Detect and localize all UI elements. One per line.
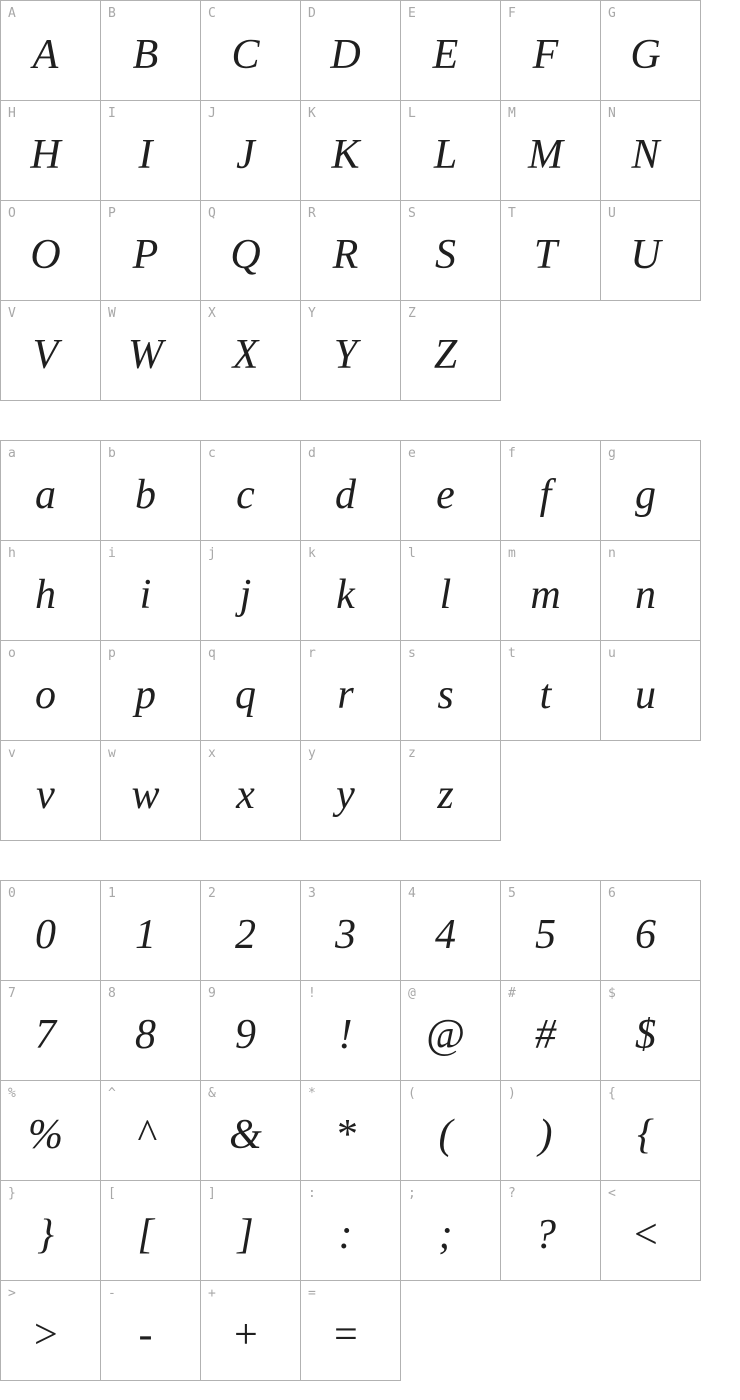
cell-corner-label: l: [408, 546, 416, 561]
glyph-preview: E: [432, 32, 459, 78]
glyph-cell: [101, 541, 201, 641]
glyph-preview: 9: [235, 1012, 256, 1058]
glyph-cell: [601, 201, 701, 301]
glyph-preview: d: [335, 472, 356, 518]
glyph-preview: G: [630, 32, 661, 78]
glyph-preview: +: [231, 1312, 260, 1358]
cell-corner-label: F: [508, 6, 516, 21]
glyph-preview: L: [433, 132, 458, 178]
glyph-cell: [501, 101, 601, 201]
cell-corner-label: ): [508, 1086, 516, 1101]
cell-corner-label: S: [408, 206, 416, 221]
glyph-preview: o: [35, 672, 56, 718]
cell-corner-label: !: [308, 986, 316, 1001]
cell-corner-label: 1: [108, 886, 116, 901]
glyph-cell: [101, 1, 201, 101]
glyph-cell: [201, 1, 301, 101]
cell-corner-label: h: [8, 546, 16, 561]
cell-corner-label: P: [108, 206, 116, 221]
glyph-preview: k: [336, 572, 355, 618]
glyph-preview: {: [637, 1112, 654, 1158]
glyph-cell: [401, 541, 501, 641]
cell-corner-label: m: [508, 546, 516, 561]
glyph-cell: [201, 741, 301, 841]
charmap-row: [1, 641, 701, 741]
glyph-cell: [101, 1081, 201, 1181]
cell-corner-label: v: [8, 746, 16, 761]
cell-corner-label: Y: [308, 306, 316, 321]
glyph-preview: R: [332, 232, 359, 278]
cell-corner-label: E: [408, 6, 416, 21]
glyph-preview: O: [30, 232, 61, 278]
cell-corner-label: -: [108, 1286, 116, 1301]
cell-corner-label: W: [108, 306, 116, 321]
glyph-preview: ]: [237, 1212, 254, 1258]
cell-corner-label: q: [208, 646, 216, 661]
glyph-cell: [601, 441, 701, 541]
cell-corner-label: i: [108, 546, 116, 561]
glyph-cell: [501, 441, 601, 541]
glyph-cell: [201, 641, 301, 741]
glyph-cell: [401, 301, 501, 401]
cell-corner-label: C: [208, 6, 216, 21]
cell-corner-label: e: [408, 446, 416, 461]
glyph-preview: p: [135, 672, 156, 718]
glyph-cell: [101, 981, 201, 1081]
charmap-row: [1, 741, 701, 841]
cell-corner-label: :: [308, 1186, 316, 1201]
glyph-preview: i: [139, 572, 152, 618]
glyph-preview: l: [439, 572, 452, 618]
glyph-preview: m: [530, 572, 561, 618]
glyph-cell: [101, 1281, 201, 1381]
glyph-preview: u: [635, 672, 656, 718]
glyph-preview: !: [338, 1012, 353, 1058]
glyph-cell: [201, 101, 301, 201]
glyph-preview: z: [437, 772, 454, 818]
cell-corner-label: J: [208, 106, 216, 121]
cell-corner-label: p: [108, 646, 116, 661]
glyph-preview: T: [533, 232, 558, 278]
glyph-preview: 4: [435, 912, 456, 958]
glyph-cell: [301, 301, 401, 401]
glyph-preview: }: [37, 1212, 54, 1258]
cell-corner-label: 9: [208, 986, 216, 1001]
cell-corner-label: ^: [108, 1086, 116, 1101]
glyph-cell: [401, 101, 501, 201]
glyph-preview: W: [128, 332, 163, 378]
glyph-preview: ): [538, 1112, 553, 1158]
cell-corner-label: u: [608, 646, 616, 661]
glyph-preview: 8: [135, 1012, 156, 1058]
cell-corner-label: n: [608, 546, 616, 561]
uppercase-charmap-table: [0, 0, 701, 401]
cell-corner-label: H: [8, 106, 16, 121]
cell-corner-label: g: [608, 446, 616, 461]
glyph-cell: [301, 641, 401, 741]
cell-corner-label: 7: [8, 986, 16, 1001]
glyph-preview: 3: [335, 912, 356, 958]
glyph-cell: [501, 201, 601, 301]
glyph-cell: [501, 1081, 601, 1181]
glyph-cell: [501, 1181, 601, 1281]
glyph-cell: [601, 981, 701, 1081]
cell-corner-label: >: [8, 1286, 16, 1301]
glyph-preview: 5: [535, 912, 556, 958]
glyph-cell: [201, 441, 301, 541]
cell-corner-label: {: [608, 1086, 616, 1101]
glyph-preview: e: [436, 472, 455, 518]
charmap-row: [1, 1, 701, 101]
glyph-preview: q: [235, 672, 256, 718]
glyph-cell: [201, 1281, 301, 1381]
glyph-cell: [201, 1181, 301, 1281]
glyph-cell: [401, 741, 501, 841]
glyph-preview: $: [635, 1012, 656, 1058]
glyph-cell: [201, 541, 301, 641]
cell-corner-label: Z: [408, 306, 416, 321]
glyph-preview: n: [635, 572, 656, 618]
glyph-preview: *: [335, 1112, 356, 1158]
glyph-preview: 6: [635, 912, 656, 958]
cell-corner-label: R: [308, 206, 316, 221]
glyph-cell: [401, 641, 501, 741]
cell-corner-label: ]: [208, 1186, 216, 1201]
cell-corner-label: t: [508, 646, 516, 661]
cell-corner-label: 6: [608, 886, 616, 901]
glyph-preview: H: [30, 132, 61, 178]
glyph-cell: [1, 201, 101, 301]
cell-corner-label: 4: [408, 886, 416, 901]
cell-corner-label: r: [308, 646, 316, 661]
glyph-cell: [201, 1081, 301, 1181]
charmap-row: [1, 1281, 701, 1381]
glyph-preview: &: [229, 1112, 262, 1158]
glyph-preview: w: [131, 772, 160, 818]
glyph-preview: C: [231, 32, 260, 78]
cell-corner-label: f: [508, 446, 516, 461]
glyph-cell: [401, 981, 501, 1081]
glyph-cell: [101, 1181, 201, 1281]
glyph-preview: F: [532, 32, 559, 78]
glyph-preview: I: [138, 132, 153, 178]
glyph-preview: #: [535, 1012, 556, 1058]
glyph-cell: [301, 1181, 401, 1281]
cell-corner-label: Q: [208, 206, 216, 221]
glyph-preview: Q: [230, 232, 261, 278]
glyph-preview: t: [539, 672, 552, 718]
glyph-preview: j: [239, 572, 252, 618]
cell-corner-label: a: [8, 446, 16, 461]
glyph-cell: [301, 881, 401, 981]
glyph-preview: r: [337, 672, 354, 718]
glyph-cell: [301, 541, 401, 641]
cell-corner-label: (: [408, 1086, 416, 1101]
glyph-preview: D: [330, 32, 361, 78]
symbols-charmap-table: [0, 880, 701, 1381]
glyph-cell: [201, 981, 301, 1081]
cell-corner-label: *: [308, 1086, 316, 1101]
glyph-preview: <: [631, 1212, 660, 1258]
charmap-row: [1, 981, 701, 1081]
glyph-cell: [1, 1181, 101, 1281]
cell-corner-label: V: [8, 306, 16, 321]
cell-corner-label: X: [208, 306, 216, 321]
glyph-cell: [501, 881, 601, 981]
cell-corner-label: M: [508, 106, 516, 121]
glyph-preview: 1: [135, 912, 156, 958]
cell-corner-label: @: [408, 986, 416, 1001]
cell-corner-label: D: [308, 6, 316, 21]
glyph-preview: g: [635, 472, 656, 518]
glyph-cell: [301, 1081, 401, 1181]
glyph-cell: [1, 1281, 101, 1381]
glyph-preview: x: [236, 772, 255, 818]
cell-corner-label: y: [308, 746, 316, 761]
cell-corner-label: T: [508, 206, 516, 221]
charmap-row: [1, 441, 701, 541]
glyph-cell: [401, 881, 501, 981]
charmap-row: [1, 541, 701, 641]
glyph-cell: [301, 441, 401, 541]
charmap-row: [1, 1181, 701, 1281]
glyph-cell: [301, 201, 401, 301]
cell-corner-label: s: [408, 646, 416, 661]
glyph-cell: [1, 641, 101, 741]
cell-corner-label: ;: [408, 1186, 416, 1201]
glyph-cell: [101, 741, 201, 841]
glyph-cell: [501, 981, 601, 1081]
glyph-cell: [101, 441, 201, 541]
glyph-cell: [401, 441, 501, 541]
glyph-preview: v: [36, 772, 55, 818]
cell-corner-label: 3: [308, 886, 316, 901]
charmap-row: [1, 101, 701, 201]
glyph-preview: ?: [535, 1212, 556, 1258]
glyph-preview: K: [331, 132, 360, 178]
glyph-preview: A: [32, 32, 59, 78]
glyph-cell: [601, 101, 701, 201]
glyph-preview: J: [236, 132, 255, 178]
glyph-cell: [201, 301, 301, 401]
cell-corner-label: G: [608, 6, 616, 21]
glyph-cell: [1, 981, 101, 1081]
glyph-preview: :: [338, 1212, 353, 1258]
glyph-cell: [401, 1, 501, 101]
cell-corner-label: N: [608, 106, 616, 121]
glyph-cell: [301, 101, 401, 201]
cell-corner-label: b: [108, 446, 116, 461]
cell-corner-label: +: [208, 1286, 216, 1301]
glyph-preview: M: [528, 132, 563, 178]
glyph-cell: [401, 1181, 501, 1281]
glyph-preview: Y: [333, 332, 358, 378]
charmap-row: [1, 201, 701, 301]
glyph-preview: N: [631, 132, 660, 178]
cell-corner-label: d: [308, 446, 316, 461]
glyph-cell: [101, 641, 201, 741]
cell-corner-label: U: [608, 206, 616, 221]
glyph-preview: Z: [433, 332, 458, 378]
cell-corner-label: I: [108, 106, 116, 121]
glyph-preview: (: [438, 1112, 453, 1158]
glyph-cell: [201, 201, 301, 301]
glyph-cell: [101, 101, 201, 201]
glyph-preview: V: [32, 332, 59, 378]
glyph-cell: [1, 441, 101, 541]
glyph-cell: [1, 1081, 101, 1181]
glyph-cell: [101, 201, 201, 301]
glyph-preview: y: [336, 772, 355, 818]
glyph-cell: [101, 301, 201, 401]
glyph-preview: >: [31, 1312, 60, 1358]
cell-corner-label: w: [108, 746, 116, 761]
charmap-row: [1, 1081, 701, 1181]
glyph-preview: h: [35, 572, 56, 618]
glyph-cell: [1, 1, 101, 101]
glyph-preview: U: [630, 232, 661, 278]
cell-corner-label: 0: [8, 886, 16, 901]
glyph-preview: 7: [35, 1012, 56, 1058]
glyph-cell: [101, 881, 201, 981]
glyph-cell: [201, 881, 301, 981]
glyph-preview: =: [331, 1312, 360, 1358]
cell-corner-label: $: [608, 986, 616, 1001]
glyph-cell: [1, 101, 101, 201]
cell-corner-label: ?: [508, 1186, 516, 1201]
glyph-cell: [301, 1, 401, 101]
glyph-cell: [601, 641, 701, 741]
glyph-cell: [1, 541, 101, 641]
glyph-preview: X: [232, 332, 259, 378]
cell-corner-label: z: [408, 746, 416, 761]
glyph-preview: ^: [136, 1112, 155, 1158]
glyph-cell: [401, 201, 501, 301]
glyph-cell: [601, 881, 701, 981]
cell-corner-label: <: [608, 1186, 616, 1201]
lowercase-charmap-table: [0, 440, 701, 841]
cell-corner-label: j: [208, 546, 216, 561]
glyph-cell: [1, 301, 101, 401]
cell-corner-label: 8: [108, 986, 116, 1001]
glyph-cell: [1, 881, 101, 981]
cell-corner-label: A: [8, 6, 16, 21]
glyph-preview: a: [35, 472, 56, 518]
glyph-preview: P: [132, 232, 159, 278]
cell-corner-label: x: [208, 746, 216, 761]
glyph-cell: [501, 541, 601, 641]
glyph-cell: [301, 741, 401, 841]
glyph-preview: 0: [35, 912, 56, 958]
glyph-preview: ;: [438, 1212, 453, 1258]
cell-corner-label: }: [8, 1186, 16, 1201]
glyph-cell: [601, 1181, 701, 1281]
cell-corner-label: [: [108, 1186, 116, 1201]
glyph-preview: -: [138, 1312, 153, 1358]
cell-corner-label: %: [8, 1086, 16, 1101]
glyph-preview: S: [435, 232, 456, 278]
glyph-preview: 2: [235, 912, 256, 958]
glyph-cell: [501, 1, 601, 101]
glyph-preview: c: [236, 472, 255, 518]
cell-corner-label: &: [208, 1086, 216, 1101]
cell-corner-label: K: [308, 106, 316, 121]
glyph-preview: s: [437, 672, 454, 718]
cell-corner-label: L: [408, 106, 416, 121]
glyph-preview: b: [135, 472, 156, 518]
glyph-cell: [601, 1081, 701, 1181]
glyph-preview: [: [137, 1212, 154, 1258]
cell-corner-label: O: [8, 206, 16, 221]
cell-corner-label: c: [208, 446, 216, 461]
charmap-row: [1, 881, 701, 981]
glyph-preview: B: [132, 32, 159, 78]
cell-corner-label: 5: [508, 886, 516, 901]
glyph-cell: [601, 541, 701, 641]
cell-corner-label: 2: [208, 886, 216, 901]
glyph-cell: [501, 641, 601, 741]
charmap-row: [1, 301, 701, 401]
glyph-cell: [1, 741, 101, 841]
glyph-cell: [401, 1081, 501, 1181]
glyph-preview: @: [426, 1012, 465, 1058]
glyph-cell: [301, 981, 401, 1081]
glyph-preview: %: [28, 1112, 63, 1158]
cell-corner-label: B: [108, 6, 116, 21]
cell-corner-label: k: [308, 546, 316, 561]
glyph-preview: f: [539, 472, 552, 518]
cell-corner-label: #: [508, 986, 516, 1001]
glyph-cell: [301, 1281, 401, 1381]
cell-corner-label: o: [8, 646, 16, 661]
glyph-cell: [601, 1, 701, 101]
cell-corner-label: =: [308, 1286, 316, 1301]
